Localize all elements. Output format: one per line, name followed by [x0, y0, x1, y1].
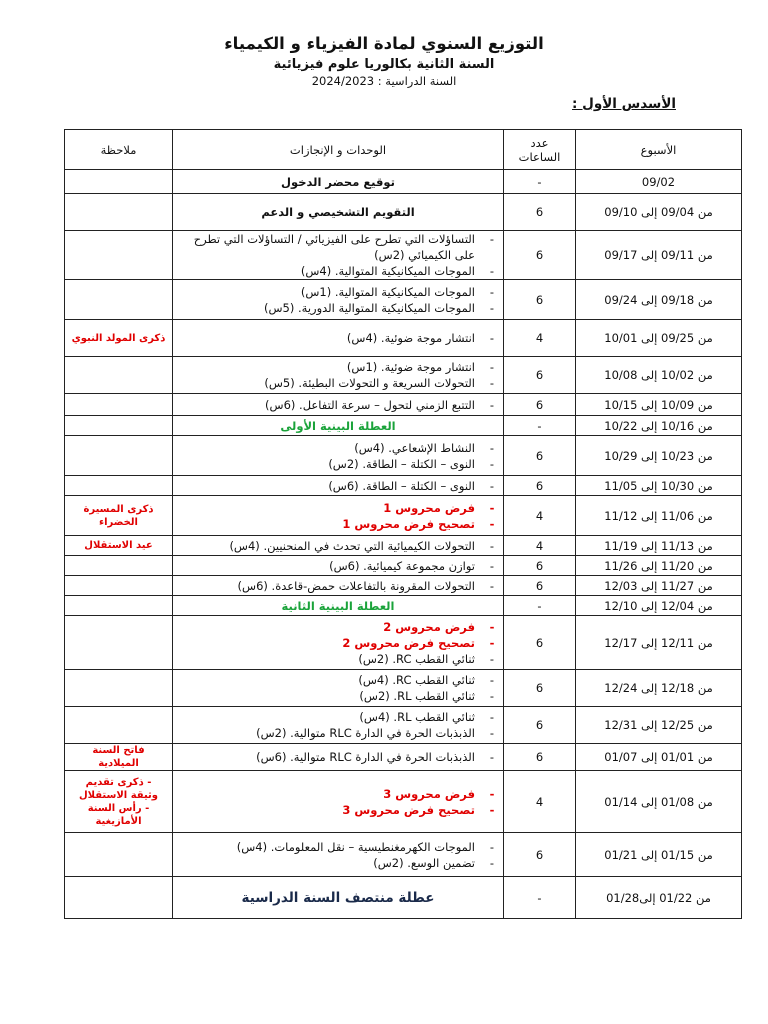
unit-item: - فرض محروس 3 [179, 786, 475, 802]
unit-item: - فرض محروس 2 [179, 619, 475, 635]
week-cell: من 10/02 إلى 10/08 [576, 357, 742, 394]
units-list [179, 231, 497, 279]
week-cell: من 01/15 إلى 01/21 [576, 833, 742, 877]
table-row [65, 670, 742, 707]
week-cell: من 01/08 إلى 01/14 [576, 771, 742, 833]
week-cell: من 10/23 إلى 10/29 [576, 436, 742, 476]
week-cell: من 09/11 إلى 09/17 [576, 231, 742, 280]
hours-cell: - [504, 416, 576, 436]
units-list [179, 709, 497, 741]
document-header [0, 32, 768, 90]
unit-item: - تصحيح فرض محروس 1 [179, 516, 475, 532]
table-header-row [65, 130, 742, 170]
document-subtitle: السنة الثانية بكالوريا علوم فيزيائية [273, 57, 495, 72]
table-row [65, 357, 742, 394]
unit-item: - الموجات الميكانيكية المتوالية. (4س) [179, 263, 475, 279]
units-cell [173, 357, 504, 394]
note-cell [65, 194, 173, 231]
units-list [179, 359, 497, 391]
hours-cell: 6 [504, 707, 576, 744]
column-header-week: الأسبوع [576, 130, 742, 170]
hours-cell: 6 [504, 670, 576, 707]
hours-cell: 6 [504, 833, 576, 877]
hours-cell: 4 [504, 771, 576, 833]
table-row [65, 436, 742, 476]
table-row [65, 536, 742, 556]
units-cell [173, 394, 504, 416]
hours-cell: 6 [504, 436, 576, 476]
week-cell: من 09/04 إلى 09/10 [576, 194, 742, 231]
table-row [65, 744, 742, 771]
table-row [65, 394, 742, 416]
school-year: السنة الدراسية : 2024/2023 [311, 74, 457, 88]
note-cell [65, 596, 173, 616]
table-row [65, 496, 742, 536]
unit-item: - الذبذبات الحرة في الدارة RLC متوالية. (6س) [179, 749, 475, 765]
week-cell: من 11/20 إلى 11/26 [576, 556, 742, 576]
units-list [179, 538, 497, 554]
table-row [65, 280, 742, 320]
units-cell [173, 707, 504, 744]
unit-item: - النوى – الكتلة – الطاقة. (2س) [179, 456, 475, 472]
unit-item: العطلة البينية الثانية [281, 598, 395, 613]
week-cell: من 09/25 إلى 10/01 [576, 320, 742, 357]
table-row [65, 616, 742, 670]
note-cell [65, 576, 173, 596]
unit-item: العطلة البينية الأولى [280, 418, 396, 433]
units-cell [173, 616, 504, 670]
units-cell [173, 596, 504, 616]
units-cell [173, 170, 504, 194]
table-row [65, 320, 742, 357]
units-cell [173, 194, 504, 231]
hours-cell: - [504, 596, 576, 616]
unit-item: عطلة منتصف السنة الدراسية [241, 889, 435, 906]
units-cell [173, 670, 504, 707]
units-list [179, 330, 497, 346]
units-cell [173, 476, 504, 496]
units-list [179, 478, 497, 494]
unit-item: - التساؤلات التي تطرح على الفيزيائي / التساؤلات التي تطرح على الكيميائي (2س) [179, 231, 475, 263]
units-cell [173, 771, 504, 833]
table-row [65, 576, 742, 596]
units-list [179, 749, 497, 765]
note-cell: فاتح السنة الميلادية [65, 744, 173, 771]
units-cell [173, 833, 504, 877]
unit-item: - تصحيح فرض محروس 3 [179, 802, 475, 818]
semester-label: الأسدس الأول : [572, 96, 676, 112]
unit-item: - توازن مجموعة كيميائية. (6س) [179, 558, 475, 574]
unit-item: - تضمين الوسع. (2س) [179, 855, 475, 871]
note-cell [65, 416, 173, 436]
units-cell [173, 231, 504, 280]
note-cell [65, 616, 173, 670]
units-list [179, 440, 497, 472]
note-cell [65, 357, 173, 394]
hours-cell: 6 [504, 357, 576, 394]
unit-item: - انتشار موجة ضوئية. (1س) [179, 359, 475, 375]
table-row [65, 833, 742, 877]
unit-item: - التحولات الكيميائية التي تحدث في المنحنيين. (4س) [179, 538, 475, 554]
note-cell [65, 877, 173, 919]
unit-item: توقيع محضر الدخول [281, 174, 395, 189]
units-cell [173, 744, 504, 771]
table-row [65, 194, 742, 231]
unit-item: - الموجات الميكانيكية المتوالية. (1س) [179, 284, 475, 300]
note-cell [65, 436, 173, 476]
note-cell [65, 833, 173, 877]
units-list [179, 578, 497, 594]
note-cell [65, 280, 173, 320]
week-cell: من 10/16 إلى 10/22 [576, 416, 742, 436]
hours-cell: 6 [504, 576, 576, 596]
note-cell [65, 707, 173, 744]
units-cell [173, 436, 504, 476]
table-row [65, 231, 742, 280]
schedule-table [64, 129, 742, 919]
unit-item: التقويم التشخيصي و الدعم [261, 205, 415, 219]
note-cell [65, 170, 173, 194]
unit-item: - انتشار موجة ضوئية. (4س) [179, 330, 475, 346]
week-cell: من 10/30 إلى 11/05 [576, 476, 742, 496]
unit-item: - النشاط الإشعاعي. (4س) [179, 440, 475, 456]
unit-item: - ثنائي القطب RL. (2س) [179, 688, 475, 704]
units-list [179, 619, 497, 667]
table-row [65, 476, 742, 496]
note-cell [65, 556, 173, 576]
hours-cell: 6 [504, 280, 576, 320]
unit-item: - التتبع الزمني لتحول – سرعة التفاعل. (6س) [179, 397, 475, 413]
table-row [65, 416, 742, 436]
units-list [179, 672, 497, 704]
unit-item: - فرض محروس 1 [179, 500, 475, 516]
units-cell [173, 536, 504, 556]
unit-item: - النوى – الكتلة – الطاقة. (6س) [179, 478, 475, 494]
note-cell: ذكرى المسيرة الخضراء [65, 496, 173, 536]
units-list [179, 839, 497, 871]
units-cell [173, 556, 504, 576]
hours-cell: 6 [504, 744, 576, 771]
unit-item: - الذبذبات الحرة في الدارة RLC متوالية. (2س) [179, 725, 475, 741]
week-cell: من 01/22 إلى01/28 [576, 877, 742, 919]
column-header-note: ملاحظة [65, 130, 173, 170]
week-cell: من 01/01 إلى 01/07 [576, 744, 742, 771]
hours-cell: 6 [504, 556, 576, 576]
unit-item: - الموجات الكهرمغنطيسية – نقل المعلومات. (4س) [179, 839, 475, 855]
hours-cell: 6 [504, 194, 576, 231]
unit-item: - ثنائي القطب RC. (4س) [179, 672, 475, 688]
week-cell: من 12/04 إلى 12/10 [576, 596, 742, 616]
units-cell [173, 416, 504, 436]
table-row [65, 556, 742, 576]
hours-cell: 6 [504, 476, 576, 496]
unit-item: - الموجات الميكانيكية المتوالية الدورية. (5س) [179, 300, 475, 316]
week-cell: من 10/09 إلى 10/15 [576, 394, 742, 416]
table-row [65, 771, 742, 833]
unit-item: - ثنائي القطب RC. (2س) [179, 651, 475, 667]
units-list [179, 397, 497, 413]
column-header-hours: عدد الساعات [504, 130, 576, 170]
unit-item: - التحولات السريعة و التحولات البطيئة. (5س) [179, 375, 475, 391]
note-cell: ذكرى المولد النبوي [65, 320, 173, 357]
units-list [179, 786, 497, 818]
week-cell: من 11/06 إلى 11/12 [576, 496, 742, 536]
week-cell: من 11/27 إلى 12/03 [576, 576, 742, 596]
units-cell [173, 576, 504, 596]
week-cell: من 09/18 إلى 09/24 [576, 280, 742, 320]
hours-cell: 4 [504, 536, 576, 556]
note-cell [65, 476, 173, 496]
note-cell [65, 670, 173, 707]
hours-cell: 6 [504, 394, 576, 416]
note-cell [65, 231, 173, 280]
hours-cell: 6 [504, 616, 576, 670]
unit-item: - التحولات المقرونة بالتفاعلات حمض-قاعدة. (6س) [179, 578, 475, 594]
units-cell [173, 280, 504, 320]
table-row [65, 596, 742, 616]
units-list [179, 500, 497, 532]
units-cell [173, 496, 504, 536]
hours-cell: 4 [504, 320, 576, 357]
units-list [179, 284, 497, 316]
unit-item: - ثنائي القطب RL. (4س) [179, 709, 475, 725]
hours-cell: - [504, 170, 576, 194]
hours-cell: 4 [504, 496, 576, 536]
week-cell: من 12/25 إلى 12/31 [576, 707, 742, 744]
table-row [65, 707, 742, 744]
document-title: التوزيع السنوي لمادة الفيزياء و الكيمياء [224, 34, 544, 53]
note-cell: عيد الاستقلال [65, 536, 173, 556]
table-row [65, 170, 742, 194]
note-cell [65, 394, 173, 416]
week-cell: من 11/13 إلى 11/19 [576, 536, 742, 556]
units-cell [173, 320, 504, 357]
week-cell: من 12/11 إلى 12/17 [576, 616, 742, 670]
units-cell [173, 877, 504, 919]
column-header-units: الوحدات و الإنجازات [173, 130, 504, 170]
hours-cell: - [504, 877, 576, 919]
note-cell: - ذكرى تقديم وثيقة الاستقلال - رأس السنة الأمازيغية [65, 771, 173, 833]
units-list [179, 558, 497, 574]
week-cell: 09/02 [576, 170, 742, 194]
week-cell: من 12/18 إلى 12/24 [576, 670, 742, 707]
hours-cell: 6 [504, 231, 576, 280]
table-row [65, 877, 742, 919]
unit-item: - تصحيح فرض محروس 2 [179, 635, 475, 651]
